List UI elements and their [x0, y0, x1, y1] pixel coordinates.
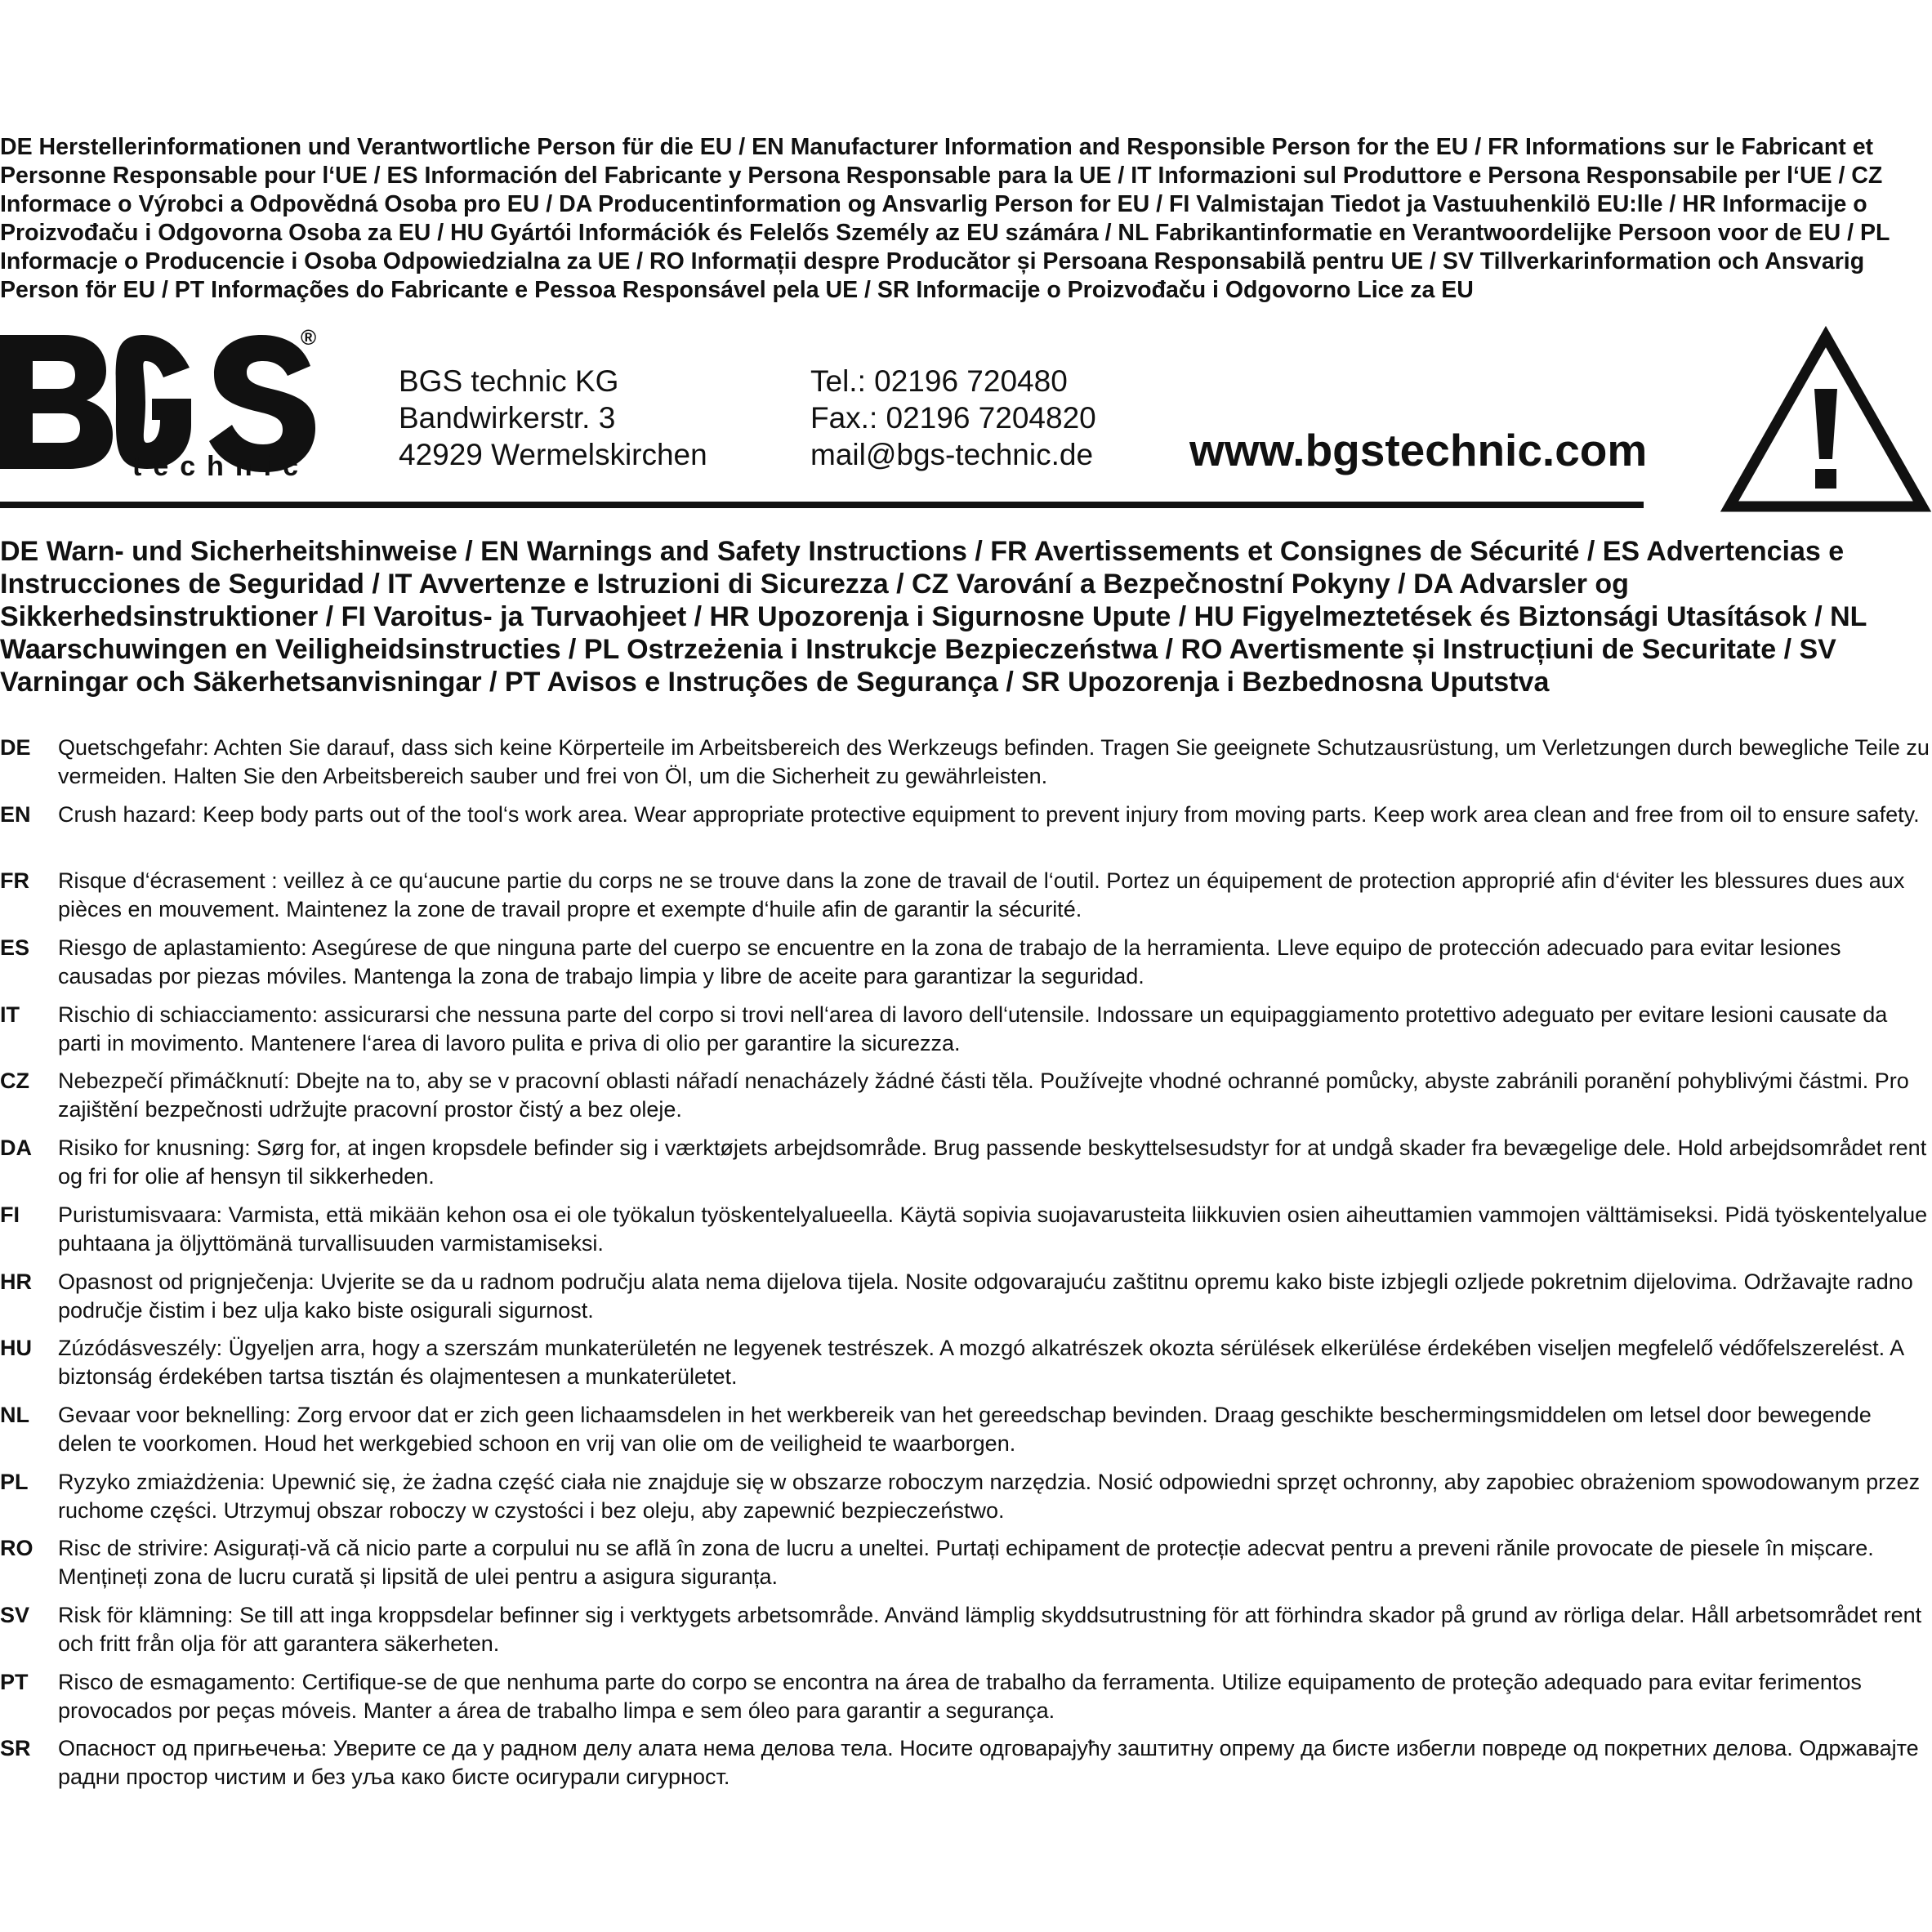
safety-entry-en: [0, 801, 1930, 868]
safety-entry-da: [0, 1134, 1930, 1201]
language-code: ES: [0, 935, 30, 961]
logo-subline: technic: [132, 451, 310, 480]
safety-entry-hu: [0, 1334, 1930, 1401]
email-address: mail@bgs-technic.de: [810, 438, 1094, 471]
safety-entry-sv: [0, 1601, 1930, 1668]
language-code: DE: [0, 735, 31, 760]
city-address: 42929 Wermelskirchen: [399, 438, 707, 471]
language-code: SR: [0, 1736, 31, 1761]
safety-text: Quetschgefahr: Achten Sie darauf, dass sich keine Körperteile im Arbeitsbereich des Werkzeugs befinden. Tragen Sie geeignete Schutzausrüstung, um Verletzungen durch bewegliche Teile zu vermeiden. Halten Sie den Arbeitsbereich sauber und frei von Öl, um die Sicherheit zu gewährleisten.: [58, 735, 1930, 788]
safety-text: Nebezpečí přimáčknutí: Dbejte na to, aby se v pracovní oblasti nářadí nenacházely žádné části těla. Používejte vhodné ochranné pomůcky, abyste zabránili poranění pohyblivými částmi. Pro zajištění bezpečnosti udržujte pracovní prostor čistý a bez oleje.: [58, 1069, 1909, 1122]
safety-instructions-list: [0, 734, 1930, 1801]
website-url: www.bgstechnic.com: [1189, 425, 1648, 475]
safety-entry-fi: [0, 1201, 1930, 1268]
registered-mark: ®: [301, 328, 317, 350]
safety-text: Опасност од пригњечења: Уверите се да у радном делу алата нема делова тела. Носите одговарајућу заштитну опрему да бисте избегли повреде од покретних делова. Одржавајте радни простор чистим и без уља како бисте осигурали сигурност.: [58, 1736, 1919, 1790]
safety-text: Gevaar voor beknelling: Zorg ervoor dat er zich geen lichaamsdelen in het werkbereik van het gereedschap bevinden. Draag geschikte beschermingsmiddelen om letsel door bewegende delen te voorkomen. Houd het werkgebied schoon en vrij van olie om de veiligheid te waarborgen.: [58, 1402, 1872, 1456]
language-code: CZ: [0, 1069, 29, 1094]
language-code: PT: [0, 1669, 29, 1694]
safety-text: Crush hazard: Keep body parts out of the tool‘s work area. Wear appropriate protective equipment to prevent injury from moving parts. Keep work area clean and free from oil to ensure safety.: [58, 801, 1920, 827]
manufacturer-info-heading: DE Herstellerinformationen und Verantwortliche Person für die EU / EN Manufacturer Information and Responsible Person for the EU / FR Informations sur le Fabricant et Personne Responsable pour l‘UE / ES Información del Fabricante y Persona Responsable para la UE / IT Informazioni sul Produttore e Persona Responsabile per l‘UE / CZ Informace o Výrobci a Odpovědná Osoba pro EU / DA Producentinformation og Ansvarlig Person for EU / FI Valmistajan Tiedot ja Vastuuhenkilö EU:lle / HR Informacije o Proizvođaču i Odgovorna Osoba za EU / HU Gyártói Információk és Felelős Személy az EU számára / NL Fabrikantinformatie en Verantwoordelijke Persoon voor de EU / PL Informacje o Producencie i Osoba Odpowiedzialna za UE / RO Informații despre Producător și Persoana Responsabilă pentru UE / SV Tillverkarinformation och Ansvarig Person för EU / PT Informações do Fabricante e Pessoa Responsável pela UE / SR Informacije o Proizvođaču i Odgovorno Lice za EU: [0, 134, 1890, 303]
safety-text: Puristumisvaara: Varmista, että mikään kehon osa ei ole työkalun työskentelyalueella. Käytä sopivia suojavarusteita liikkuvien osien aiheuttamien vammojen välttämiseksi. Pidä työskentelyalue puhtaana ja öljyttömänä turvallisuuden varmistamiseksi.: [58, 1202, 1928, 1256]
safety-text: Risk för klämning: Se till att inga kroppsdelar befinner sig i verktygets arbetsområde. Använd lämplig skyddsutrustning för att förhindra skador på grund av rörliga delar. Håll arbetsområdet rent och fritt från olja för att garantera säkerheten.: [58, 1602, 1922, 1656]
safety-text: Riesgo de aplastamiento: Asegúrese de que ninguna parte del cuerpo se encuentre en la zona de trabajo de la herramienta. Lleve equipo de protección adecuado para evitar lesiones causadas por piezas móviles. Mantenga la zona de trabajo limpia y libre de aceite para garantizar la seguridad.: [58, 935, 1841, 989]
safety-entry-nl: [0, 1401, 1930, 1468]
fax-number: Fax.: 02196 7204820: [810, 401, 1096, 435]
safety-entry-pt: [0, 1668, 1930, 1735]
safety-entry-cz: [0, 1067, 1930, 1134]
language-code: IT: [0, 1002, 20, 1027]
bgs-technic-logo: [0, 328, 327, 480]
safety-text: Rischio di schiacciamento: assicurarsi che nessuna parte del corpo si trovi nell‘area di lavoro dell‘utensile. Indossare un equipaggiamento protettivo adeguato per evitare lesioni causate da parti in movimento. Mantenere l‘area di lavoro pulita e priva di olio per garantire la sicurezza.: [58, 1002, 1888, 1055]
safety-entry-pl: [0, 1468, 1930, 1535]
safety-entry-hr: [0, 1268, 1930, 1335]
language-code: FR: [0, 868, 29, 894]
street-address: Bandwirkerstr. 3: [399, 401, 616, 435]
safety-text: Opasnost od prignječenja: Uvjerite se da u radnom području alata nema dijelova tijela. Nosite odgovarajuću zaštitnu opremu kako biste izbjegli ozljede pokretnim dijelovima. Održavajte radno područje čistim i bez ulja kako biste osigurali sigurnost.: [58, 1269, 1913, 1323]
header-divider: [0, 502, 1644, 508]
safety-instructions-heading: DE Warn- und Sicherheitshinweise / EN Warnings and Safety Instructions / FR Avertissements et Consignes de Sécurité / ES Advertencias e Instrucciones de Seguridad / IT Avvertenze e Istruzioni di Sicurezza / CZ Varování a Bezpečnostní Pokyny / DA Advarsler og Sikkerhedsinstruktioner / FI Varoitus- ja Turvaohjeet / HR Upozorenja i Sigurnosne Upute / HU Figyelmeztetések és Biztonsági Utasítások / NL Waarschuwingen en Veiligheidsinstructies / PL Ostrzeżenia i Instrukcje Bezpieczeństwa / RO Avertismente și Instrucțiuni de Securitate / SV Varningar och Säkerhetsanvisningar / PT Avisos e Instruções de Segurança / SR Upozorenja i Bezbednosna Uputstva: [0, 536, 1867, 698]
language-code: EN: [0, 801, 31, 827]
safety-entry-ro: [0, 1534, 1930, 1601]
safety-entry-de: [0, 734, 1930, 801]
contact-info: [810, 363, 1096, 473]
language-code: FI: [0, 1202, 20, 1227]
language-code: SV: [0, 1602, 30, 1627]
safety-text: Risc de strivire: Asigurați-vă că nicio parte a corpului nu se află în zona de lucru a uneltei. Purtați echipament de protecție adecvat pentru a preveni rănile provocate de piesele în mișcare. Mențineți zona de lucru curată și lipsită de ulei pentru a asigura siguranța.: [58, 1536, 1874, 1590]
safety-entry-fr: [0, 867, 1930, 934]
safety-text: Risiko for knusning: Sørg for, at ingen kropsdele befinder sig i værktøjets arbejdsområde. Brug passende beskyttelsesudstyr for at undgå skader fra bevægelige dele. Hold arbejdsområdet rent og fri for olie af hensyn til sikkerheden.: [58, 1136, 1927, 1189]
safety-text: Zúzódásveszély: Ügyeljen arra, hogy a szerszám munkaterületén ne legyenek testrészek. A mozgó alkatrészek okozta sérülések elkerülése érdekében viseljen megfelelő védőfelszerelést. A biztonság érdekében tartsa tisztán és olajmentesen a munkaterületet.: [58, 1336, 1903, 1390]
warning-triangle-icon: [1720, 325, 1932, 515]
company-name: BGS technic KG: [399, 364, 619, 398]
language-code: DA: [0, 1136, 32, 1161]
safety-text: Risque d‘écrasement : veillez à ce qu‘aucune partie du corps ne se trouve dans la zone de travail de l‘outil. Portez un équipement de protection approprié afin d‘éviter les blessures dues aux pièces en mouvement. Maintenez la zone de travail propre et exempte d‘huile afin de garantir la sécurité.: [58, 868, 1905, 922]
company-address: [399, 363, 707, 473]
phone-number: Tel.: 02196 720480: [810, 364, 1068, 398]
language-code: HU: [0, 1336, 32, 1361]
language-code: HR: [0, 1269, 32, 1294]
language-code: PL: [0, 1469, 29, 1494]
safety-entry-es: [0, 934, 1930, 1001]
language-code: NL: [0, 1402, 29, 1427]
safety-entry-sr: [0, 1734, 1930, 1801]
safety-entry-it: [0, 1001, 1930, 1068]
language-code: RO: [0, 1536, 33, 1561]
safety-text: Risco de esmagamento: Certifique-se de que nenhuma parte do corpo se encontra na área de trabalho da ferramenta. Utilize equipamento de proteção adequado para evitar ferimentos provocados por peças móveis. Manter a área de trabalho limpa e sem óleo para garantir a segurança.: [58, 1669, 1862, 1723]
safety-text: Ryzyko zmiażdżenia: Upewnić się, że żadna część ciała nie znajduje się w obszarze roboczym narzędzia. Nosić odpowiedni sprzęt ochronny, aby zapobiec obrażeniom spowodowanym przez ruchome części. Utrzymuj obszar roboczy w czystości i bez oleju, aby zapewnić bezpieczeństwo.: [58, 1469, 1921, 1523]
